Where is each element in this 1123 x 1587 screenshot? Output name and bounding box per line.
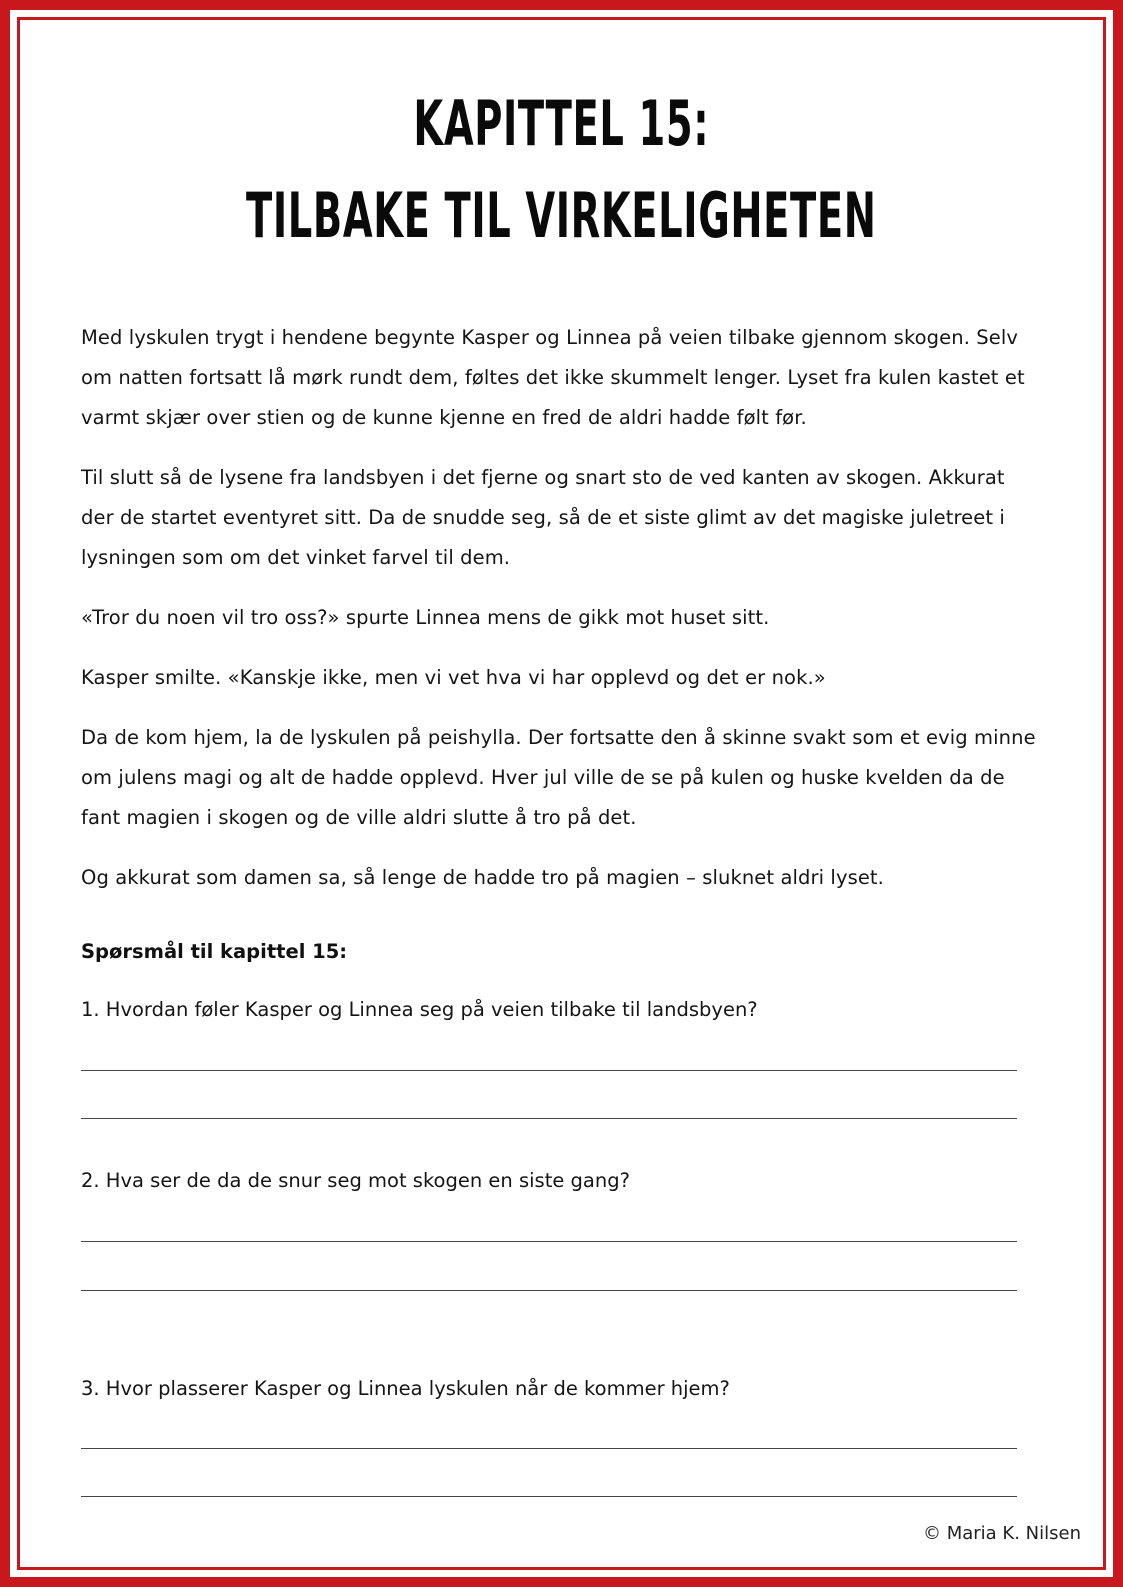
question-2: 2. Hva ser de da de snur seg mot skogen en siste gang? bbox=[81, 1169, 630, 1192]
answer-line-2a[interactable] bbox=[81, 1241, 1017, 1242]
questions-heading: Spørsmål til kapittel 15: bbox=[81, 940, 348, 963]
answer-line-1a[interactable] bbox=[81, 1070, 1017, 1071]
chapter-title-line-2: TILBAKE TIL VIRKELIGHETEN bbox=[246, 179, 877, 252]
story-paragraph-1: Med lyskulen trygt i hendene begynte Kasper og Linnea på veien tilbake gjennom skogen. Selv om natten fortsatt lå mørk rundt dem, føltes det ikke skummelt lenger. Lyset fra kulen kastet et varmt skjær over stien og de kunne kjenne en fred de aldri hadde følt før. bbox=[81, 326, 1025, 429]
story-paragraph-3: «Tror du noen vil tro oss?» spurte Linnea mens de gikk mot huset sitt. bbox=[81, 606, 770, 629]
chapter-title bbox=[213, 78, 909, 262]
answer-line-3b[interactable] bbox=[81, 1496, 1017, 1497]
answer-line-1b[interactable] bbox=[81, 1118, 1017, 1119]
story-paragraph-5: Da de kom hjem, la de lyskulen på peishylla. Der fortsatte den å skinne svakt som et evig minne om julens magi og alt de hadde opplevd. Hver jul ville de se på kulen og huske kvelden da de fant magien i skogen og de ville aldri slutte å tro på det. bbox=[81, 726, 1036, 829]
story-text bbox=[81, 318, 1041, 918]
story-paragraph-6: Og akkurat som damen sa, så lenge de hadde tro på magien – sluknet aldri lyset. bbox=[81, 866, 884, 889]
story-paragraph-2: Til slutt så de lysene fra landsbyen i det fjerne og snart sto de ved kanten av skogen. Akkurat der de startet eventyret sitt. Da de snudde seg, så de et siste glimt av det magiske juletreet i lysningen som om det vinket farvel til dem. bbox=[81, 466, 1005, 569]
story-paragraph-4: Kasper smilte. «Kanskje ikke, men vi vet hva vi har opplevd og det er nok.» bbox=[81, 666, 826, 689]
question-3: 3. Hvor plasserer Kasper og Linnea lyskulen når de kommer hjem? bbox=[81, 1377, 730, 1400]
copyright-notice: © Maria K. Nilsen bbox=[922, 1523, 1081, 1544]
answer-line-2b[interactable] bbox=[81, 1290, 1017, 1291]
question-1: 1. Hvordan føler Kasper og Linnea seg på veien tilbake til landsbyen? bbox=[81, 998, 758, 1021]
answer-line-3a[interactable] bbox=[81, 1448, 1017, 1449]
chapter-title-line-1: KAPITTEL 15: bbox=[413, 87, 710, 160]
